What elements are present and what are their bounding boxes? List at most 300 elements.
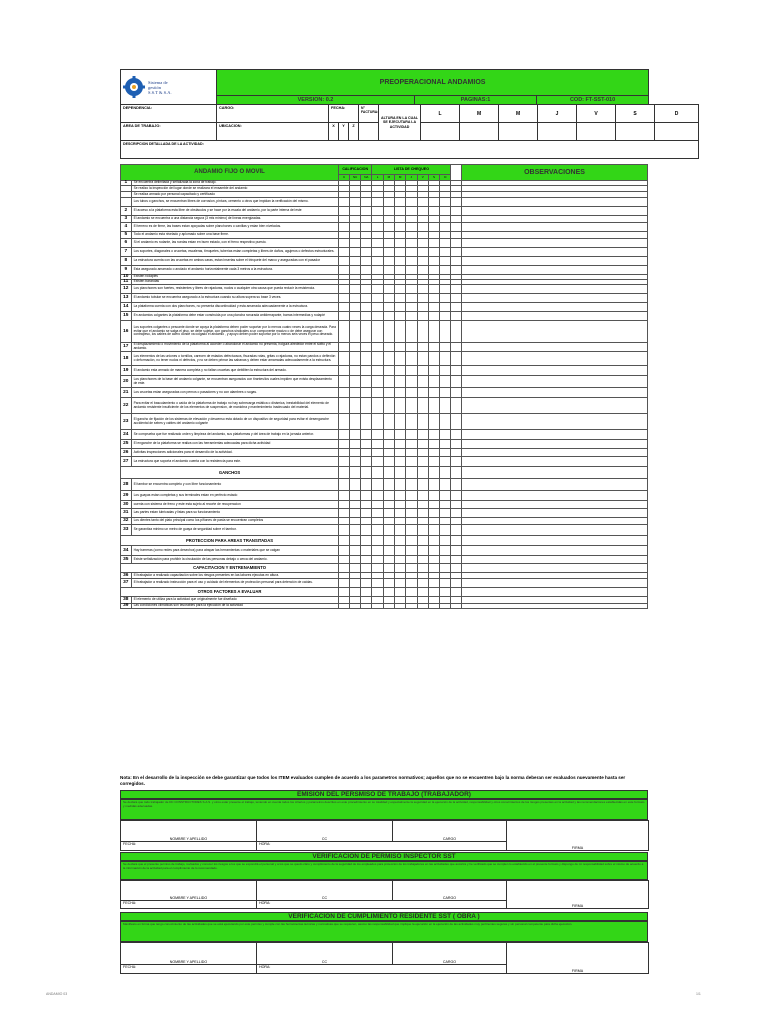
day-checkbox[interactable] [440,239,451,248]
calificacion-checkbox[interactable] [361,366,372,376]
firma-label[interactable]: FIRMA [507,943,649,974]
calificacion-checkbox[interactable] [350,266,361,275]
day-checkbox[interactable] [428,366,439,376]
day-checkbox[interactable] [428,588,439,597]
day-checkbox[interactable] [428,479,439,491]
day-checkbox[interactable] [440,266,451,275]
observacion-field[interactable] [462,388,648,398]
day-checkbox[interactable] [428,491,439,501]
calificacion-checkbox[interactable] [339,343,350,352]
day-checkbox[interactable] [417,509,428,518]
day-checkbox[interactable] [383,564,394,573]
day-checkbox[interactable] [394,430,405,440]
calificacion-checkbox[interactable] [350,294,361,303]
day-checkbox[interactable] [428,294,439,303]
day-checkbox[interactable] [440,223,451,232]
day-checkbox[interactable] [417,564,428,573]
observacion-field[interactable] [462,312,648,321]
day-checkbox[interactable] [417,440,428,449]
day-checkbox[interactable] [394,376,405,388]
day-checkbox[interactable] [417,457,428,467]
observacion-field[interactable] [462,546,648,556]
calificacion-checkbox[interactable] [350,449,361,457]
day-checkbox[interactable] [394,597,405,604]
day-checkbox[interactable] [417,518,428,525]
day-checkbox[interactable] [440,588,451,597]
day-checkbox[interactable] [383,303,394,312]
day-checkbox[interactable] [372,232,383,239]
day-checkbox[interactable] [440,440,451,449]
observacion-field[interactable] [462,303,648,312]
calificacion-checkbox[interactable] [339,198,350,207]
day-checkbox[interactable] [383,321,394,343]
day-checkbox[interactable] [406,312,417,321]
observacion-field[interactable] [462,294,648,303]
day-checkbox[interactable] [440,303,451,312]
observacion-field[interactable] [462,285,648,294]
day-checkbox[interactable] [440,491,451,501]
day-checkbox[interactable] [394,248,405,257]
calificacion-checkbox[interactable] [350,518,361,525]
day-checkbox[interactable] [383,449,394,457]
day-checkbox[interactable] [383,479,394,491]
day-checkbox[interactable] [372,556,383,564]
day-checkbox[interactable] [428,430,439,440]
observacion-field[interactable] [462,207,648,216]
observacion-field[interactable] [462,457,648,467]
day-checkbox[interactable] [428,285,439,294]
calificacion-checkbox[interactable] [361,343,372,352]
day-checkbox[interactable] [417,604,428,609]
calificacion-checkbox[interactable] [339,223,350,232]
day-checkbox[interactable] [394,312,405,321]
day-checkbox[interactable] [383,366,394,376]
day-checkbox[interactable] [383,491,394,501]
day-checkbox[interactable] [406,536,417,546]
day-checkbox[interactable] [372,440,383,449]
day-checkbox[interactable] [383,604,394,609]
day-checkbox[interactable] [428,457,439,467]
day-checkbox[interactable] [406,303,417,312]
calificacion-checkbox[interactable] [339,207,350,216]
calificacion-checkbox[interactable] [361,312,372,321]
calificacion-checkbox[interactable] [339,564,350,573]
day-checkbox[interactable] [428,352,439,366]
day-checkbox[interactable] [383,207,394,216]
day-checkbox[interactable] [383,467,394,479]
hora-label[interactable]: HORA: [257,965,507,974]
day-checkbox[interactable] [372,303,383,312]
calificacion-checkbox[interactable] [361,266,372,275]
calificacion-checkbox[interactable] [339,414,350,430]
day-checkbox[interactable] [440,352,451,366]
day-checkbox[interactable] [417,216,428,223]
day-checkbox[interactable] [406,449,417,457]
calificacion-checkbox[interactable] [350,239,361,248]
day-checkbox[interactable] [394,479,405,491]
day-checkbox[interactable] [394,366,405,376]
day-checkbox[interactable] [417,376,428,388]
observacion-field[interactable] [462,266,648,275]
day-checkbox[interactable] [372,207,383,216]
day-checkbox[interactable] [440,597,451,604]
day-checkbox[interactable] [417,223,428,232]
day-checkbox[interactable] [417,294,428,303]
day-checkbox[interactable] [372,294,383,303]
calificacion-checkbox[interactable] [339,546,350,556]
calificacion-checkbox[interactable] [350,321,361,343]
day-checkbox[interactable] [372,449,383,457]
day-checkbox[interactable] [440,457,451,467]
day-checkbox[interactable] [428,449,439,457]
day-checkbox[interactable] [440,509,451,518]
calificacion-checkbox[interactable] [361,198,372,207]
day-cell[interactable] [421,123,460,141]
day-checkbox[interactable] [417,449,428,457]
day-checkbox[interactable] [383,376,394,388]
day-checkbox[interactable] [383,239,394,248]
day-checkbox[interactable] [428,440,439,449]
day-checkbox[interactable] [406,491,417,501]
day-checkbox[interactable] [406,198,417,207]
day-checkbox[interactable] [417,198,428,207]
day-checkbox[interactable] [428,398,439,414]
day-cell[interactable] [577,123,616,141]
day-checkbox[interactable] [406,457,417,467]
day-checkbox[interactable] [406,479,417,491]
day-checkbox[interactable] [372,588,383,597]
day-checkbox[interactable] [428,518,439,525]
day-checkbox[interactable] [406,518,417,525]
day-checkbox[interactable] [383,266,394,275]
calificacion-checkbox[interactable] [361,257,372,266]
day-checkbox[interactable] [383,414,394,430]
calificacion-checkbox[interactable] [350,440,361,449]
calificacion-checkbox[interactable] [361,248,372,257]
day-checkbox[interactable] [417,501,428,509]
cargo-label[interactable]: CARGO [393,943,507,965]
day-checkbox[interactable] [394,257,405,266]
day-checkbox[interactable] [417,467,428,479]
cargo-label[interactable]: CARGO [393,881,507,901]
day-checkbox[interactable] [383,509,394,518]
calificacion-checkbox[interactable] [339,501,350,509]
cc-label[interactable]: CC [257,943,393,965]
day-checkbox[interactable] [372,312,383,321]
observacion-field[interactable] [462,467,648,479]
day-checkbox[interactable] [406,388,417,398]
calificacion-checkbox[interactable] [350,509,361,518]
calificacion-checkbox[interactable] [339,366,350,376]
day-checkbox[interactable] [417,257,428,266]
day-checkbox[interactable] [372,579,383,588]
cargo-label[interactable]: CARGO [393,821,507,842]
day-checkbox[interactable] [372,398,383,414]
day-checkbox[interactable] [383,440,394,449]
day-checkbox[interactable] [372,266,383,275]
calificacion-checkbox[interactable] [339,285,350,294]
day-checkbox[interactable] [394,414,405,430]
calificacion-checkbox[interactable] [339,430,350,440]
day-checkbox[interactable] [383,312,394,321]
day-checkbox[interactable] [406,207,417,216]
day-checkbox[interactable] [417,321,428,343]
calificacion-checkbox[interactable] [339,352,350,366]
observacion-field[interactable] [462,564,648,573]
calificacion-checkbox[interactable] [339,266,350,275]
day-checkbox[interactable] [417,479,428,491]
day-checkbox[interactable] [440,430,451,440]
day-checkbox[interactable] [428,248,439,257]
day-checkbox[interactable] [440,343,451,352]
day-checkbox[interactable] [372,285,383,294]
observacion-field[interactable] [462,376,648,388]
day-checkbox[interactable] [372,414,383,430]
day-checkbox[interactable] [372,198,383,207]
day-checkbox[interactable] [406,294,417,303]
day-checkbox[interactable] [406,398,417,414]
day-checkbox[interactable] [406,579,417,588]
day-checkbox[interactable] [440,366,451,376]
day-checkbox[interactable] [440,579,451,588]
observacion-field[interactable] [462,321,648,343]
calificacion-checkbox[interactable] [361,352,372,366]
day-checkbox[interactable] [417,546,428,556]
calificacion-checkbox[interactable] [361,294,372,303]
calificacion-checkbox[interactable] [361,321,372,343]
calificacion-checkbox[interactable] [339,467,350,479]
calificacion-checkbox[interactable] [350,207,361,216]
calificacion-checkbox[interactable] [339,449,350,457]
day-checkbox[interactable] [394,536,405,546]
day-checkbox[interactable] [372,501,383,509]
day-checkbox[interactable] [394,216,405,223]
day-checkbox[interactable] [394,303,405,312]
day-checkbox[interactable] [440,398,451,414]
day-checkbox[interactable] [383,579,394,588]
day-checkbox[interactable] [428,303,439,312]
nombre-label[interactable]: NOMBRE Y APELLIDO [121,881,257,901]
calificacion-checkbox[interactable] [339,216,350,223]
day-checkbox[interactable] [394,449,405,457]
day-checkbox[interactable] [372,604,383,609]
day-checkbox[interactable] [428,232,439,239]
day-checkbox[interactable] [394,491,405,501]
observacion-field[interactable] [462,343,648,352]
calificacion-checkbox[interactable] [350,232,361,239]
calificacion-checkbox[interactable] [361,525,372,536]
calificacion-checkbox[interactable] [361,457,372,467]
day-checkbox[interactable] [417,414,428,430]
calificacion-checkbox[interactable] [350,312,361,321]
calificacion-checkbox[interactable] [350,501,361,509]
observacion-field[interactable] [462,248,648,257]
day-checkbox[interactable] [428,597,439,604]
day-checkbox[interactable] [406,556,417,564]
calificacion-checkbox[interactable] [350,479,361,491]
calificacion-checkbox[interactable] [350,285,361,294]
day-checkbox[interactable] [428,239,439,248]
calificacion-checkbox[interactable] [361,216,372,223]
day-checkbox[interactable] [394,239,405,248]
calificacion-checkbox[interactable] [361,556,372,564]
day-checkbox[interactable] [372,239,383,248]
day-checkbox[interactable] [372,223,383,232]
calificacion-checkbox[interactable] [339,232,350,239]
day-checkbox[interactable] [394,467,405,479]
day-checkbox[interactable] [406,321,417,343]
day-checkbox[interactable] [394,198,405,207]
day-checkbox[interactable] [440,198,451,207]
day-checkbox[interactable] [406,440,417,449]
firma-label[interactable]: FIRMA [507,821,649,851]
day-checkbox[interactable] [372,430,383,440]
day-checkbox[interactable] [417,388,428,398]
day-checkbox[interactable] [428,223,439,232]
day-checkbox[interactable] [383,257,394,266]
day-checkbox[interactable] [428,546,439,556]
calificacion-checkbox[interactable] [339,509,350,518]
calificacion-checkbox[interactable] [361,564,372,573]
fecha-label[interactable]: FECHA: [121,842,257,851]
calificacion-checkbox[interactable] [350,536,361,546]
day-checkbox[interactable] [383,248,394,257]
day-checkbox[interactable] [406,467,417,479]
ubicacion-label[interactable]: UBICACION: [217,123,329,141]
calificacion-checkbox[interactable] [350,352,361,366]
observacion-field[interactable] [462,198,648,207]
day-checkbox[interactable] [428,414,439,430]
day-checkbox[interactable] [394,398,405,414]
day-checkbox[interactable] [394,604,405,609]
calificacion-checkbox[interactable] [361,430,372,440]
calificacion-checkbox[interactable] [339,294,350,303]
day-checkbox[interactable] [428,321,439,343]
day-checkbox[interactable] [417,266,428,275]
calificacion-checkbox[interactable] [350,604,361,609]
blank-cell[interactable] [359,123,379,141]
day-checkbox[interactable] [406,248,417,257]
observacion-field[interactable] [462,366,648,376]
day-checkbox[interactable] [428,198,439,207]
hora-label[interactable]: HORA: [257,901,507,909]
observacion-field[interactable] [462,257,648,266]
calificacion-checkbox[interactable] [339,588,350,597]
calificacion-checkbox[interactable] [350,223,361,232]
calificacion-checkbox[interactable] [361,604,372,609]
day-checkbox[interactable] [394,501,405,509]
day-checkbox[interactable] [406,509,417,518]
day-checkbox[interactable] [440,312,451,321]
day-checkbox[interactable] [417,588,428,597]
day-checkbox[interactable] [440,449,451,457]
observacion-field[interactable] [462,430,648,440]
day-checkbox[interactable] [428,388,439,398]
calificacion-checkbox[interactable] [350,467,361,479]
day-checkbox[interactable] [440,546,451,556]
observacion-field[interactable] [462,440,648,449]
day-checkbox[interactable] [383,198,394,207]
fecha-label[interactable]: FECHA: [121,965,257,974]
day-checkbox[interactable] [440,376,451,388]
day-checkbox[interactable] [394,518,405,525]
day-checkbox[interactable] [440,564,451,573]
calificacion-checkbox[interactable] [339,248,350,257]
calificacion-checkbox[interactable] [361,303,372,312]
calificacion-checkbox[interactable] [361,467,372,479]
day-checkbox[interactable] [417,430,428,440]
calificacion-checkbox[interactable] [339,518,350,525]
calificacion-checkbox[interactable] [350,546,361,556]
observacion-field[interactable] [462,556,648,564]
day-checkbox[interactable] [440,604,451,609]
calificacion-checkbox[interactable] [339,525,350,536]
calificacion-checkbox[interactable] [339,312,350,321]
day-checkbox[interactable] [383,388,394,398]
day-checkbox[interactable] [440,414,451,430]
calificacion-checkbox[interactable] [350,430,361,440]
day-checkbox[interactable] [394,457,405,467]
fecha-label[interactable]: FECHA: [121,901,257,909]
day-checkbox[interactable] [417,248,428,257]
day-checkbox[interactable] [394,343,405,352]
day-checkbox[interactable] [383,285,394,294]
day-checkbox[interactable] [383,525,394,536]
day-cell[interactable] [499,123,538,141]
calificacion-checkbox[interactable] [350,588,361,597]
day-checkbox[interactable] [394,223,405,232]
day-checkbox[interactable] [383,536,394,546]
day-checkbox[interactable] [428,257,439,266]
day-checkbox[interactable] [406,546,417,556]
observacion-field[interactable] [462,414,648,430]
day-checkbox[interactable] [417,312,428,321]
calificacion-checkbox[interactable] [361,518,372,525]
calificacion-checkbox[interactable] [339,597,350,604]
day-checkbox[interactable] [372,546,383,556]
day-checkbox[interactable] [440,285,451,294]
observacion-field[interactable] [462,232,648,239]
calificacion-checkbox[interactable] [350,257,361,266]
day-checkbox[interactable] [428,376,439,388]
day-checkbox[interactable] [383,518,394,525]
day-checkbox[interactable] [372,518,383,525]
day-checkbox[interactable] [372,457,383,467]
calificacion-checkbox[interactable] [361,509,372,518]
day-checkbox[interactable] [428,216,439,223]
day-checkbox[interactable] [394,509,405,518]
day-checkbox[interactable] [394,440,405,449]
day-checkbox[interactable] [372,343,383,352]
day-checkbox[interactable] [383,343,394,352]
calificacion-checkbox[interactable] [339,321,350,343]
firma-label[interactable]: FIRMA [507,881,649,909]
day-checkbox[interactable] [383,232,394,239]
day-checkbox[interactable] [406,232,417,239]
day-checkbox[interactable] [406,266,417,275]
day-checkbox[interactable] [372,257,383,266]
day-checkbox[interactable] [440,321,451,343]
day-checkbox[interactable] [383,556,394,564]
day-cell[interactable] [655,123,699,141]
day-checkbox[interactable] [440,294,451,303]
day-checkbox[interactable] [394,207,405,216]
day-checkbox[interactable] [394,556,405,564]
calificacion-checkbox[interactable] [361,239,372,248]
calificacion-checkbox[interactable] [361,376,372,388]
observacion-field[interactable] [462,525,648,536]
day-checkbox[interactable] [406,352,417,366]
